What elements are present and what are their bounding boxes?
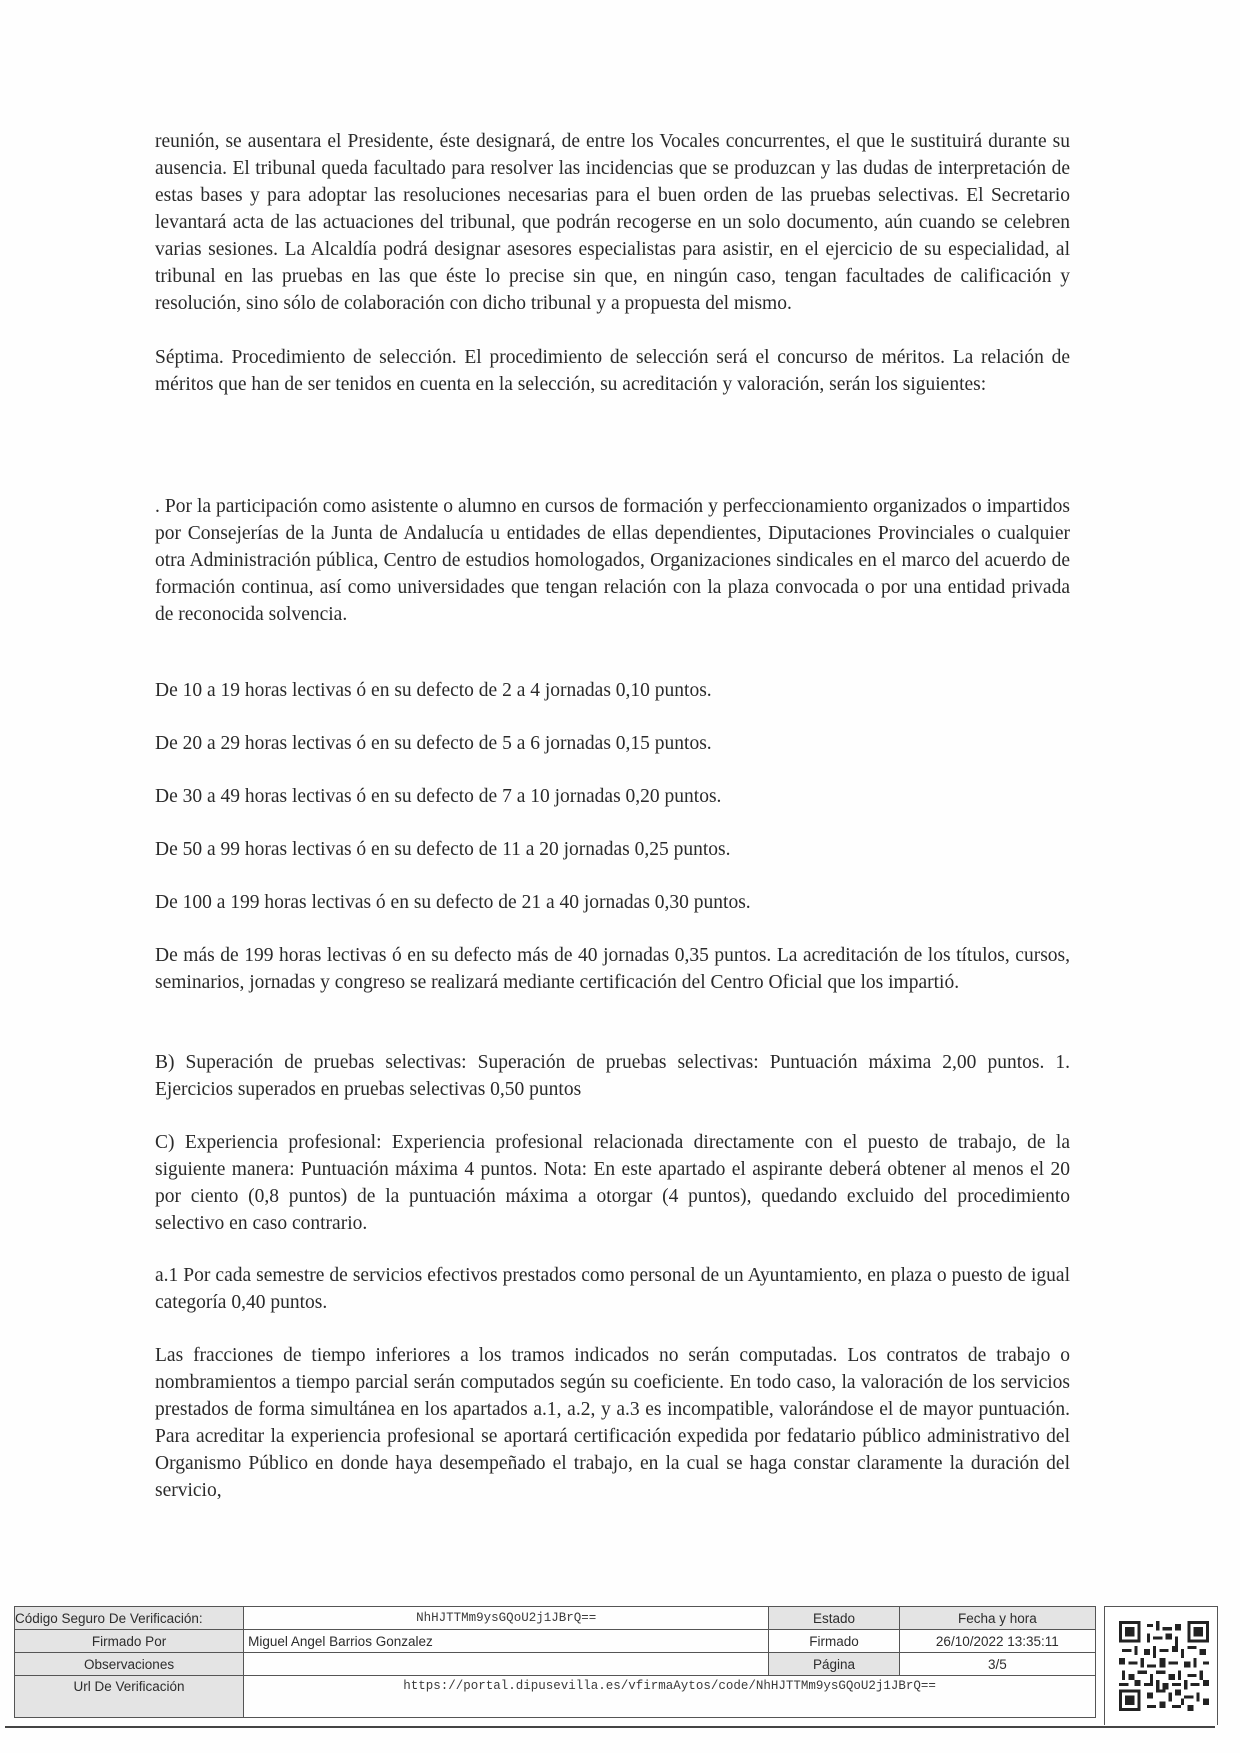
sig-row-csv bbox=[15, 1607, 1096, 1630]
scale-item: De 50 a 99 horas lectivas ó en su defecto de 11 a 20 jornadas 0,25 puntos. bbox=[155, 839, 731, 860]
scale-line-4 bbox=[155, 836, 1070, 863]
scale-item: De 30 a 49 horas lectivas ó en su defecto de 7 a 10 jornadas 0,20 puntos. bbox=[155, 786, 722, 807]
page-value: 3/5 bbox=[899, 1653, 1095, 1676]
page-label: Página bbox=[769, 1653, 899, 1676]
paragraph-superacion: B) Superación de pruebas selectivas: Superación de pruebas selectivas: Puntuación máxima 2,00 puntos. 1. Ejercicios superados en pruebas selectivas 0,50 puntos bbox=[155, 1052, 1070, 1100]
paragraph-tribunal: reunión, se ausentara el Presidente, éste designará, de entre los Vocales concurrentes, el que le sustituirá durante su ausencia. El tribunal queda facultado para resolver las incidencias que se produzcan y las dudas de interpretación de estas bases y para adoptar las resoluciones necesarias para el buen orden de las pruebas selectivas. El Secretario levantará acta de las actuaciones del tribunal, que podrán recogerse en un solo documento, aún cuando se celebren varias sesiones. La Alcaldía podrá designar asesores especialistas para asistir, en el ejercicio de su especialidad, al tribunal en las pruebas en las que éste lo precise sin que, en ningún caso, tengan facultades de calificación y resolución, sino sólo de colaboración con dicho tribunal y a propuesta del mismo. bbox=[155, 131, 1070, 314]
paragraph-septima: Séptima. Procedimiento de selección. El procedimiento de selección será el concurso de méritos. La relación de méritos que han de ser tenidos en cuenta en la selección, su acreditación y valoración, serán los siguientes: bbox=[155, 347, 1070, 395]
observations-value bbox=[244, 1653, 769, 1676]
observations-label: Observaciones bbox=[15, 1653, 244, 1676]
body-text-block-8 bbox=[155, 1342, 1070, 1504]
body-text-block-5 bbox=[155, 1049, 1070, 1103]
verification-url[interactable]: https://portal.dipusevilla.es/vfirmaAytos/code/NhHJTTMm9ysGQoU2j1JBrQ== bbox=[244, 1676, 1096, 1718]
signature-footer bbox=[14, 1606, 1214, 1724]
signed-by-label: Firmado Por bbox=[15, 1630, 244, 1653]
scale-line-2 bbox=[155, 730, 1070, 757]
paragraph-cursos: . Por la participación como asistente o alumno en cursos de formación y perfeccionamiento organizados o impartidos por Consejerías de la Junta de Andalucía u entidades de ellas dependientes, Diputaciones Provinciales o cualquier otra Administración pública, Centro de estudios homologados, Organizaciones sindicales en el marco del acuerdo de formación continua, así como universidades que tengan relación con la plaza convocada o por una entidad privada de reconocida solvencia. bbox=[155, 496, 1070, 625]
body-text-block-2 bbox=[155, 344, 1070, 398]
datetime-header: Fecha y hora bbox=[899, 1607, 1095, 1630]
scale-line-3 bbox=[155, 783, 1070, 810]
status-header: Estado bbox=[769, 1607, 899, 1630]
body-text-block-4 bbox=[155, 942, 1070, 996]
status-value: Firmado bbox=[769, 1630, 899, 1653]
paragraph-fracciones: Las fracciones de tiempo inferiores a los tramos indicados no serán computadas. Los contratos de trabajo o nombramientos a tiempo parcial serán computados según su coeficiente. En todo caso, la valoración de los servicios prestados de forma simultánea en los apartados a.1, a.2, y a.3 es incompatible, valorándose el de mayor puntuación. Para acreditar la experiencia profesional se aportará certificación expedida por fedatario público administrativo del Organismo Público en donde haya desempeñado el trabajo, en la cual se haga constar claramente la duración del servicio, bbox=[155, 1345, 1070, 1501]
scale-item: De 100 a 199 horas lectivas ó en su defecto de 21 a 40 jornadas 0,30 puntos. bbox=[155, 892, 751, 913]
body-text-block-6 bbox=[155, 1129, 1070, 1237]
csv-value: NhHJTTMm9ysGQoU2j1JBrQ== bbox=[244, 1607, 769, 1630]
signature-table bbox=[14, 1606, 1096, 1718]
scale-item: De 20 a 29 horas lectivas ó en su defecto de 5 a 6 jornadas 0,15 puntos. bbox=[155, 733, 712, 754]
body-text-block-3 bbox=[155, 493, 1070, 628]
qr-code-icon bbox=[1119, 1621, 1209, 1711]
qr-container bbox=[1104, 1606, 1218, 1725]
scale-item: De 10 a 19 horas lectivas ó en su defecto de 2 a 4 jornadas 0,10 puntos. bbox=[155, 680, 712, 701]
sig-row-url bbox=[15, 1676, 1096, 1718]
body-text-block-7 bbox=[155, 1262, 1070, 1316]
body-text-block-1 bbox=[155, 128, 1070, 317]
csv-label: Código Seguro De Verificación: bbox=[15, 1607, 244, 1630]
sig-row-observations bbox=[15, 1653, 1096, 1676]
datetime-value: 26/10/2022 13:35:11 bbox=[899, 1630, 1095, 1653]
paragraph-experiencia: C) Experiencia profesional: Experiencia profesional relacionada directamente con el puesto de trabajo, de la siguiente manera: Puntuación máxima 4 puntos. Nota: En este apartado el aspirante deberá obtener al menos el 20 por ciento (0,8 puntos) de la puntuación máxima a otorgar (4 puntos), quedando excluido del procedimiento selectivo en caso contrario. bbox=[155, 1132, 1070, 1234]
signed-by-value: Miguel Angel Barrios Gonzalez bbox=[244, 1630, 769, 1653]
url-label: Url De Verificación bbox=[15, 1676, 244, 1718]
paragraph-a1: a.1 Por cada semestre de servicios efectivos prestados como personal de un Ayuntamiento, en plaza o puesto de igual categoría 0,40 puntos. bbox=[155, 1265, 1070, 1313]
footer-divider bbox=[5, 1726, 1215, 1728]
scale-line-1 bbox=[155, 677, 1070, 704]
paragraph-mas-199: De más de 199 horas lectivas ó en su defecto más de 40 jornadas 0,35 puntos. La acreditación de los títulos, cursos, seminarios, jornadas y congreso se realizará mediante certificación del Centro Oficial que los impartió. bbox=[155, 945, 1070, 993]
scale-line-5 bbox=[155, 889, 1070, 916]
sig-row-signed-by bbox=[15, 1630, 1096, 1653]
